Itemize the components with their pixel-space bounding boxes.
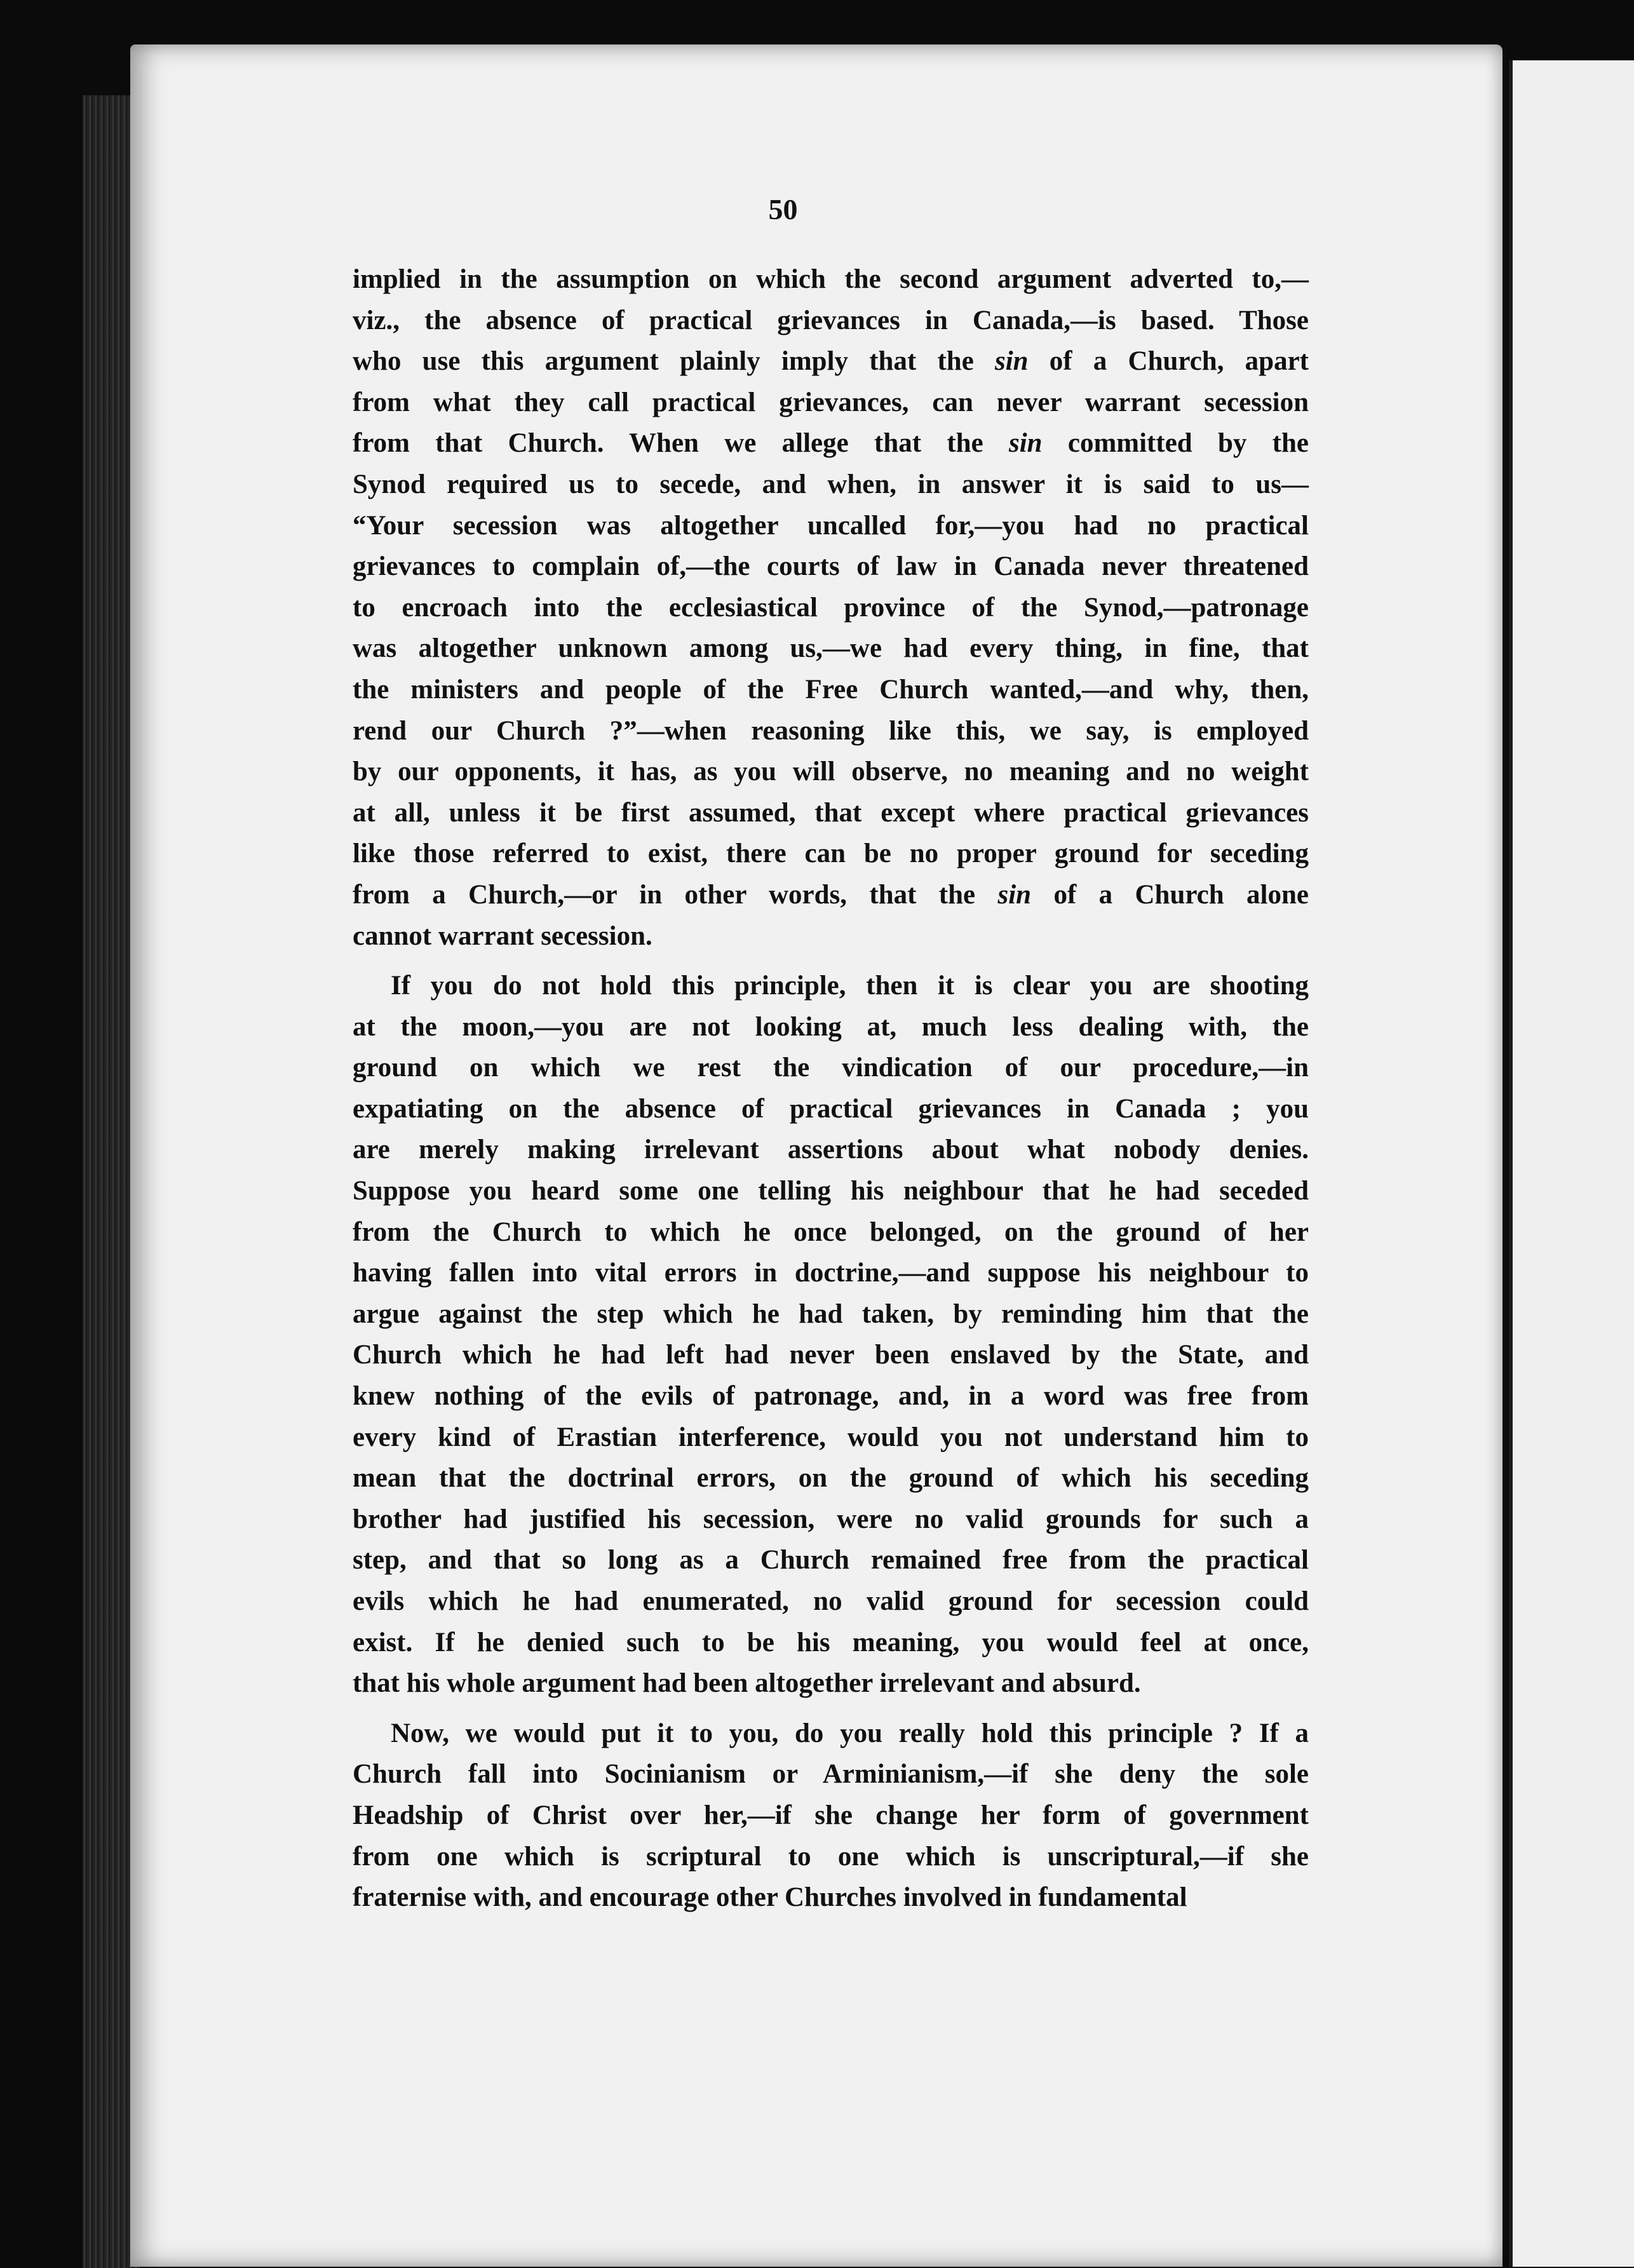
text-line: brother had justified his secession, were no valid grounds for such a [353, 1504, 1309, 1534]
text-line: from what they call practical grievances, can never warrant secession [353, 387, 1309, 417]
text-line: the ministers and people of the Free Church wanted,—and why, then, [353, 674, 1309, 705]
text-line: are merely making irrelevant assertions about what nobody denies. [353, 1135, 1309, 1165]
text-line: ground on which we rest the vindication of our procedure,—in [353, 1053, 1309, 1083]
body-text [353, 259, 1309, 1919]
text-line: rend our Church ?”—when reasoning like this, we say, is employed [353, 715, 1309, 746]
text-line: from the Church to which he once belonged, on the ground of her [353, 1217, 1309, 1247]
paragraph [353, 1713, 1309, 1919]
text-line: Church which he had left had never been enslaved by the State, and [353, 1340, 1309, 1370]
text-line: Synod required us to secede, and when, in answer it is said to us— [353, 469, 1309, 499]
text-line: step, and that so long as a Church remained free from the practical [353, 1545, 1309, 1576]
page-number: 50 [768, 193, 798, 226]
text-line: viz., the absence of practical grievances in Canada,—is based. Those [353, 305, 1309, 335]
text-line: implied in the assumption on which the second argument adverted to,— [353, 264, 1309, 294]
text-line: exist. If he denied such to be his meaning, you would feel at once, [353, 1627, 1309, 1657]
paragraph [353, 259, 1309, 957]
text-line: knew nothing of the evils of patronage, and, in a word was free from [353, 1381, 1309, 1412]
page-content [353, 191, 1309, 1919]
text-line: to encroach into the ecclesiastical province of the Synod,—patronage [353, 592, 1309, 623]
text-line: who use this argument plainly imply that the sin of a Church, apart [353, 346, 1309, 377]
text-line: that his whole argument had been altogether irrelevant and absurd. [353, 1668, 1141, 1699]
text-line: Headship of Christ over her,—if she change her form of government [353, 1800, 1309, 1830]
text-line: like those referred to exist, there can be no proper ground for seceding [353, 839, 1309, 869]
text-line: from one which is scriptural to one which is unscriptural,—if she [353, 1841, 1309, 1872]
text-line: was altogether unknown among us,—we had every thing, in fine, that [353, 633, 1309, 664]
text-line: from a Church,—or in other words, that the sin of a Church alone [353, 879, 1309, 910]
text-line: grievances to complain of,—the courts of law in Canada never threatened [353, 551, 1309, 582]
text-line: at all, unless it be first assumed, that except where practical grievances [353, 797, 1309, 828]
text-line: from that Church. When we allege that the sin committed by the [353, 428, 1309, 459]
text-line: fraternise with, and encourage other Churches involved in fundamental [353, 1882, 1187, 1913]
text-line: evils which he had enumerated, no valid ground for secession could [353, 1586, 1309, 1616]
text-line: argue against the step which he had taken, by reminding him that the [353, 1299, 1309, 1329]
text-line: having fallen into vital errors in doctrine,—and suppose his neighbour to [353, 1258, 1309, 1288]
text-line: at the moon,—you are not looking at, much less dealing with, the [353, 1011, 1309, 1042]
text-line: cannot warrant secession. [353, 921, 652, 951]
text-line: by our opponents, it has, as you will observe, no meaning and no weight [353, 757, 1309, 787]
text-line: If you do not hold this principle, then it is clear you are shooting [391, 971, 1309, 1001]
text-line: “Your secession was altogether uncalled for,—you had no practical [353, 510, 1309, 541]
text-line: every kind of Erastian interference, would you not understand him to [353, 1422, 1309, 1452]
text-line: mean that the doctrinal errors, on the ground of which his seceding [353, 1463, 1309, 1494]
text-line: Now, we would put it to you, do you really hold this principle ? If a [391, 1718, 1309, 1748]
adjacent-page-edge [1509, 60, 1634, 2267]
text-line: Suppose you heard some one telling his neighbour that he had seceded [353, 1176, 1309, 1206]
text-line: Church fall into Socinianism or Arminianism,—if she deny the sole [353, 1759, 1309, 1790]
paragraph [353, 966, 1309, 1704]
text-line: expatiating on the absence of practical grievances in Canada ; you [353, 1093, 1309, 1124]
